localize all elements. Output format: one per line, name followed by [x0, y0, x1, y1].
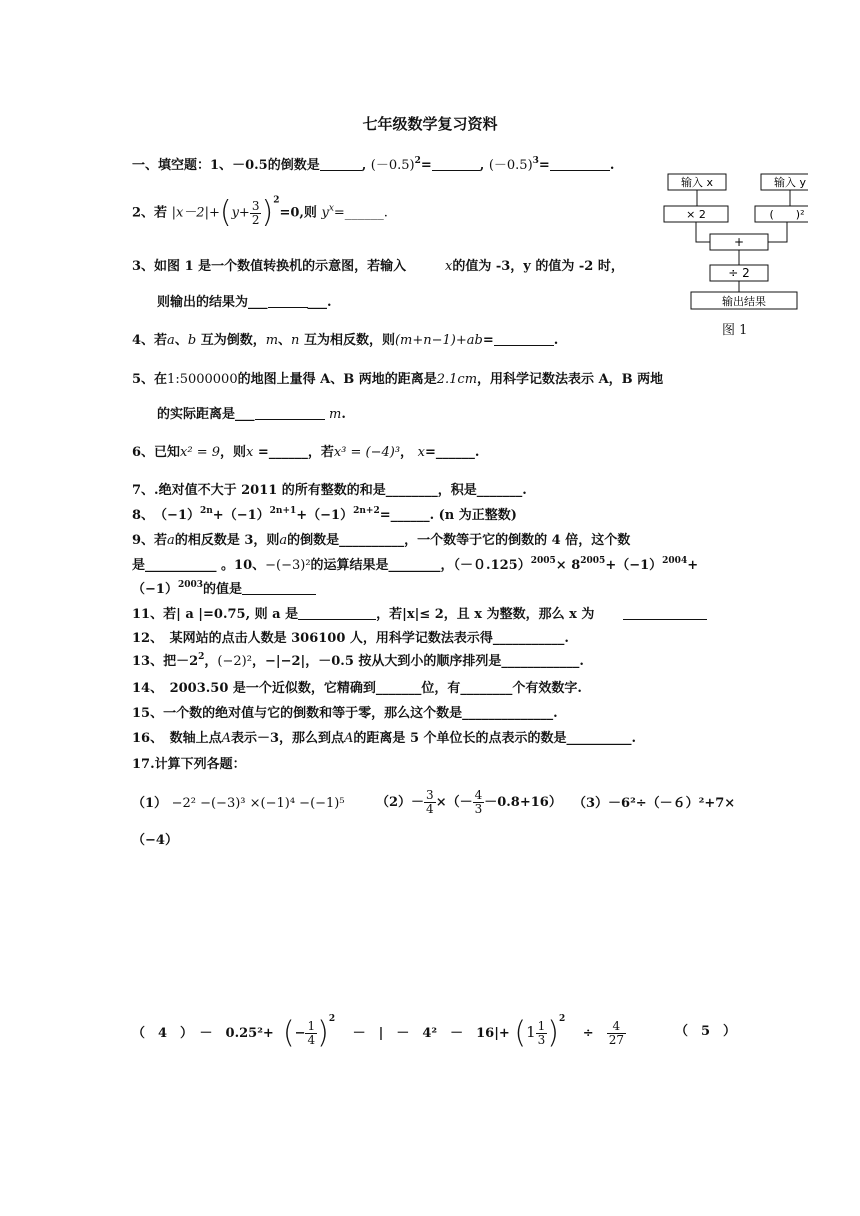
question-8: 8、 $(-1)^{2n}+(-1)^{2n+1}+(-1)^{2n+2}=\_\_\_\_\_\_$. (n 为正整数)	[132, 506, 517, 523]
question-9-line-2: 是___________ 。10、−(−3)²的运算结果是________，$(-0.125)^{2005}\times 8^{2005}+(-1)^{2004}+$	[132, 556, 699, 573]
output-label: 输出结果	[722, 295, 766, 308]
question-9-line-1: 9、若a的相反数是 3，则a的倒数是__________，一个数等于它的倒数的 4 倍，这个数	[132, 533, 631, 548]
figure-1-caption: 图 1	[722, 323, 748, 338]
question-1: 一、填空题：1、－0.5的倒数是 , $(-0.5)^2=$ , $(-0.5)^3=$ .	[132, 156, 615, 173]
square-label: ( )²	[769, 208, 805, 221]
question-3-line-2: 则输出的结果为___ ___.	[157, 295, 332, 310]
question-12: 12、 某网站的点击人数是 306100 人，用科学记数法表示得___________.	[132, 631, 569, 646]
question-15: 15、一个数的绝对值与它的倒数和等于零，那么这个数是______________.	[132, 706, 558, 721]
figure-1-flowchart	[658, 170, 808, 340]
question-3-line-1b: x的值为 -3，y 的值为 -2 时，	[445, 259, 624, 274]
calc-3-continued: （−4）	[132, 833, 178, 848]
calc-1: （1） −2² −(−3)³ ×(−1)⁴ −(−1)⁵	[132, 796, 345, 811]
divide-two-label: ÷ 2	[728, 266, 750, 280]
question-14: 14、 2003.50 是一个近似数，它精确到_______位，有________个有效数字.	[132, 681, 582, 696]
question-5-line-1: 5、在1:5000000的地图上量得 A、B 两地的距离是2.1cm，用科学记数法表示 A，B 两地	[132, 372, 664, 387]
question-10-line-3: $(-1)^{2003}$的值是	[132, 580, 316, 599]
question-13: 13、把$-2^2$，(−2)²，−|−2|，－0.5 按从大到小的顺序排列是____________.	[132, 652, 584, 669]
question-2: 2、若 |x－2|+(y+ $\frac{3}{2}$ )$^2$=0,则 $y^x=\_\_\_\_\_\_$.	[132, 195, 388, 230]
question-3-line-1: 3、如图 1 是一个数值转换机的示意图，若输入	[132, 259, 407, 274]
input-y-label: 输入 y	[773, 176, 807, 189]
times-two-label: × 2	[686, 208, 706, 221]
question-6: 6、已知x² = 9，则x =______，若x³ = (−4)³， x=______.	[132, 445, 480, 460]
plus-label: +	[733, 235, 745, 249]
calc-4: （ 4 ） － 0.25²+ (− $\frac{1}{4}$ )$^2$ － | － 4² － 16|+ (1 $\frac{1}{3}$ )$^2$ ÷ $\frac{4}{27}$	[132, 1014, 624, 1051]
question-16: 16、 数轴上点A表示－3，那么到点A的距离是 5 个单位长的点表示的数是__________.	[132, 731, 637, 746]
calc-5: （ 5 ）	[675, 1024, 737, 1039]
question-17-heading: 17.计算下列各题：	[132, 757, 246, 772]
page-title: 七年级数学复习资料	[362, 115, 498, 133]
question-7: 7、.绝对值不大于 2011 的所有整数的和是________，积是_______.	[132, 483, 527, 498]
calc-3: （3）－6²÷（－６）²+7×	[573, 796, 736, 811]
question-4: 4、若a、b 互为倒数，m、n 互为相反数，则(m+n−1)+ab= .	[132, 333, 559, 348]
question-11: 11、若| a |=0.75, 则 a 是 ，若|x|≤ 2，且 x 为整数，那么 x 为	[132, 605, 707, 624]
question-5-line-2: 的实际距离是___ m.	[157, 407, 346, 422]
input-x-label: 输入 x	[680, 176, 714, 189]
calc-2: （2）－ $\frac{3}{4}$ ×（－ $\frac{4}{3}$ －0.8+16）	[376, 788, 562, 816]
